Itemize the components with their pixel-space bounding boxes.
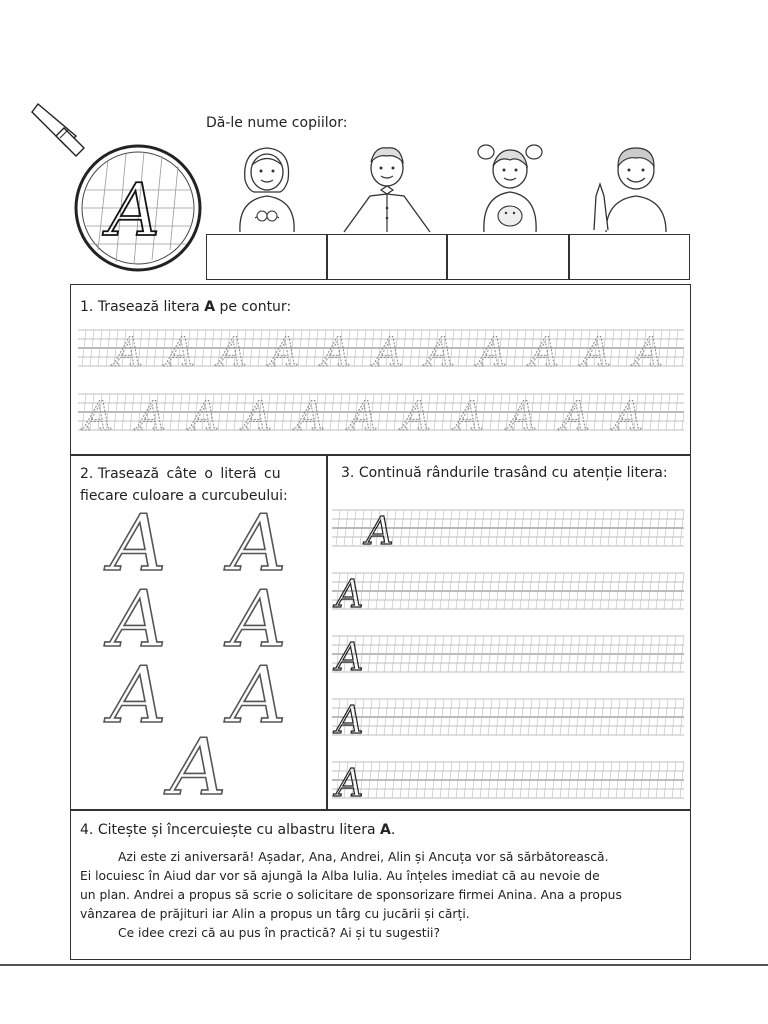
trace-letter-row-1: A — [478, 330, 507, 376]
trace-letter-row-1: A — [374, 330, 403, 376]
trace-letter-row-2: A — [349, 394, 378, 440]
magnifier-handle — [32, 104, 84, 156]
exercise-4-paragraph — [80, 848, 686, 943]
exercise-3-title — [341, 463, 686, 483]
trace-letter-row-1: A — [270, 330, 299, 376]
trace-letter-row-2: A — [402, 394, 431, 440]
exercise-2-line-2: fiecare culoare a curcubeului: — [80, 488, 288, 504]
trace-letter-row-1: A — [634, 330, 663, 376]
trace-letter-row-2: A — [455, 394, 484, 440]
sample-letter: A — [336, 698, 364, 742]
rainbow-letter: A — [230, 575, 287, 665]
paragraph-line-4: vânzarea de prăjituri iar Alin a propus un târg cu jucării și cărți. — [80, 907, 470, 921]
rainbow-letter: A — [110, 508, 167, 589]
exercise-3-row — [332, 699, 684, 735]
exercise-3-row — [332, 573, 684, 609]
page-title: Dă-le nume copiilor: — [206, 115, 348, 131]
rainbow-letter: A — [110, 651, 167, 741]
exercise-1-writing-lines[interactable] — [78, 322, 684, 452]
trace-letter-row-2: A — [84, 394, 113, 440]
paragraph-line-1: Azi este zi aniversară! Așadar, Ana, Andrei, Alin și Ancuța vor să sărbătorească. — [118, 850, 609, 864]
rainbow-letter: A — [230, 508, 287, 589]
trace-letter-row-1: A — [530, 330, 559, 376]
exercise-4-letter: A — [380, 822, 391, 838]
bottom-rule — [0, 964, 768, 966]
exercise-1-text: Trasează litera — [97, 299, 200, 315]
sample-letter: A — [336, 635, 364, 679]
exercise-3-number: 3. — [341, 465, 355, 481]
exercise-4-title — [80, 820, 395, 840]
exercise-1-text-after: pe contur: — [219, 299, 292, 315]
name-box-3[interactable] — [446, 234, 570, 280]
paragraph-line-3: un plan. Andrei a propus să scrie o solicitare de sponsorizare firmei Anina. Ana a propus — [80, 888, 622, 902]
trace-letter-row-2: A — [614, 394, 643, 440]
exercise-1-letter: A — [204, 299, 216, 315]
magnifier-illustration — [28, 100, 208, 275]
trace-letter-row-2: A — [561, 394, 590, 440]
name-box-1[interactable] — [206, 234, 328, 280]
exercise-4-text-after: . — [390, 822, 396, 838]
exercise-1-number: 1. — [80, 299, 94, 315]
exercise-1-title — [80, 297, 291, 317]
exercise-1-row-2 — [78, 394, 684, 430]
exercise-3-text: Continuă rândurile trasând cu atenție litera: — [358, 465, 668, 481]
paragraph-line-5: Ce idee crezi că au pus în practică? Ai și tu sugestii? — [118, 926, 440, 940]
exercise-divider — [326, 455, 328, 810]
trace-letter-row-2: A — [243, 394, 272, 440]
sample-letter: A — [336, 572, 364, 616]
trace-letter-row-1: A — [426, 330, 455, 376]
exercise-2-number: 2. — [80, 466, 94, 482]
exercise-3-writing-lines[interactable] — [332, 490, 686, 806]
trace-letter-row-1: A — [218, 330, 247, 376]
rainbow-letter: A — [170, 723, 227, 808]
exercise-2-line-1: Trasează câte o literă cu — [97, 466, 281, 482]
child-boy-1-illustration — [340, 140, 435, 235]
exercise-2-title — [80, 463, 325, 507]
exercise-3-row — [332, 636, 684, 672]
trace-letter-row-2: A — [190, 394, 219, 440]
child-girl-2-illustration — [472, 136, 547, 234]
trace-letter-row-1: A — [166, 330, 195, 376]
trace-letter-row-1: A — [114, 330, 143, 376]
exercise-4-number: 4. — [80, 822, 94, 838]
child-girl-1-illustration — [230, 140, 305, 235]
exercise-2-letters[interactable] — [90, 508, 320, 808]
rainbow-letter: A — [110, 575, 167, 665]
sample-letter: A — [366, 509, 394, 553]
magnifier-letter: A — [108, 168, 160, 252]
exercise-4-text: Citește și încercuiește cu albastru litera — [97, 822, 376, 838]
trace-letter-row-1: A — [582, 330, 611, 376]
name-box-2[interactable] — [326, 234, 448, 280]
child-boy-2-illustration — [586, 140, 681, 235]
trace-letter-row-2: A — [296, 394, 325, 440]
exercise-3-row — [332, 762, 684, 798]
name-box-4[interactable] — [568, 234, 690, 280]
sample-letter: A — [336, 761, 364, 805]
trace-letter-row-2: A — [508, 394, 537, 440]
rainbow-letter: A — [230, 651, 287, 741]
trace-letter-row-2: A — [137, 394, 166, 440]
trace-letter-row-1: A — [322, 330, 351, 376]
paragraph-line-2: Ei locuiesc în Aiud dar vor să ajungă la Alba Iulia. Au înțeles imediat că au nevoie de — [80, 869, 600, 883]
